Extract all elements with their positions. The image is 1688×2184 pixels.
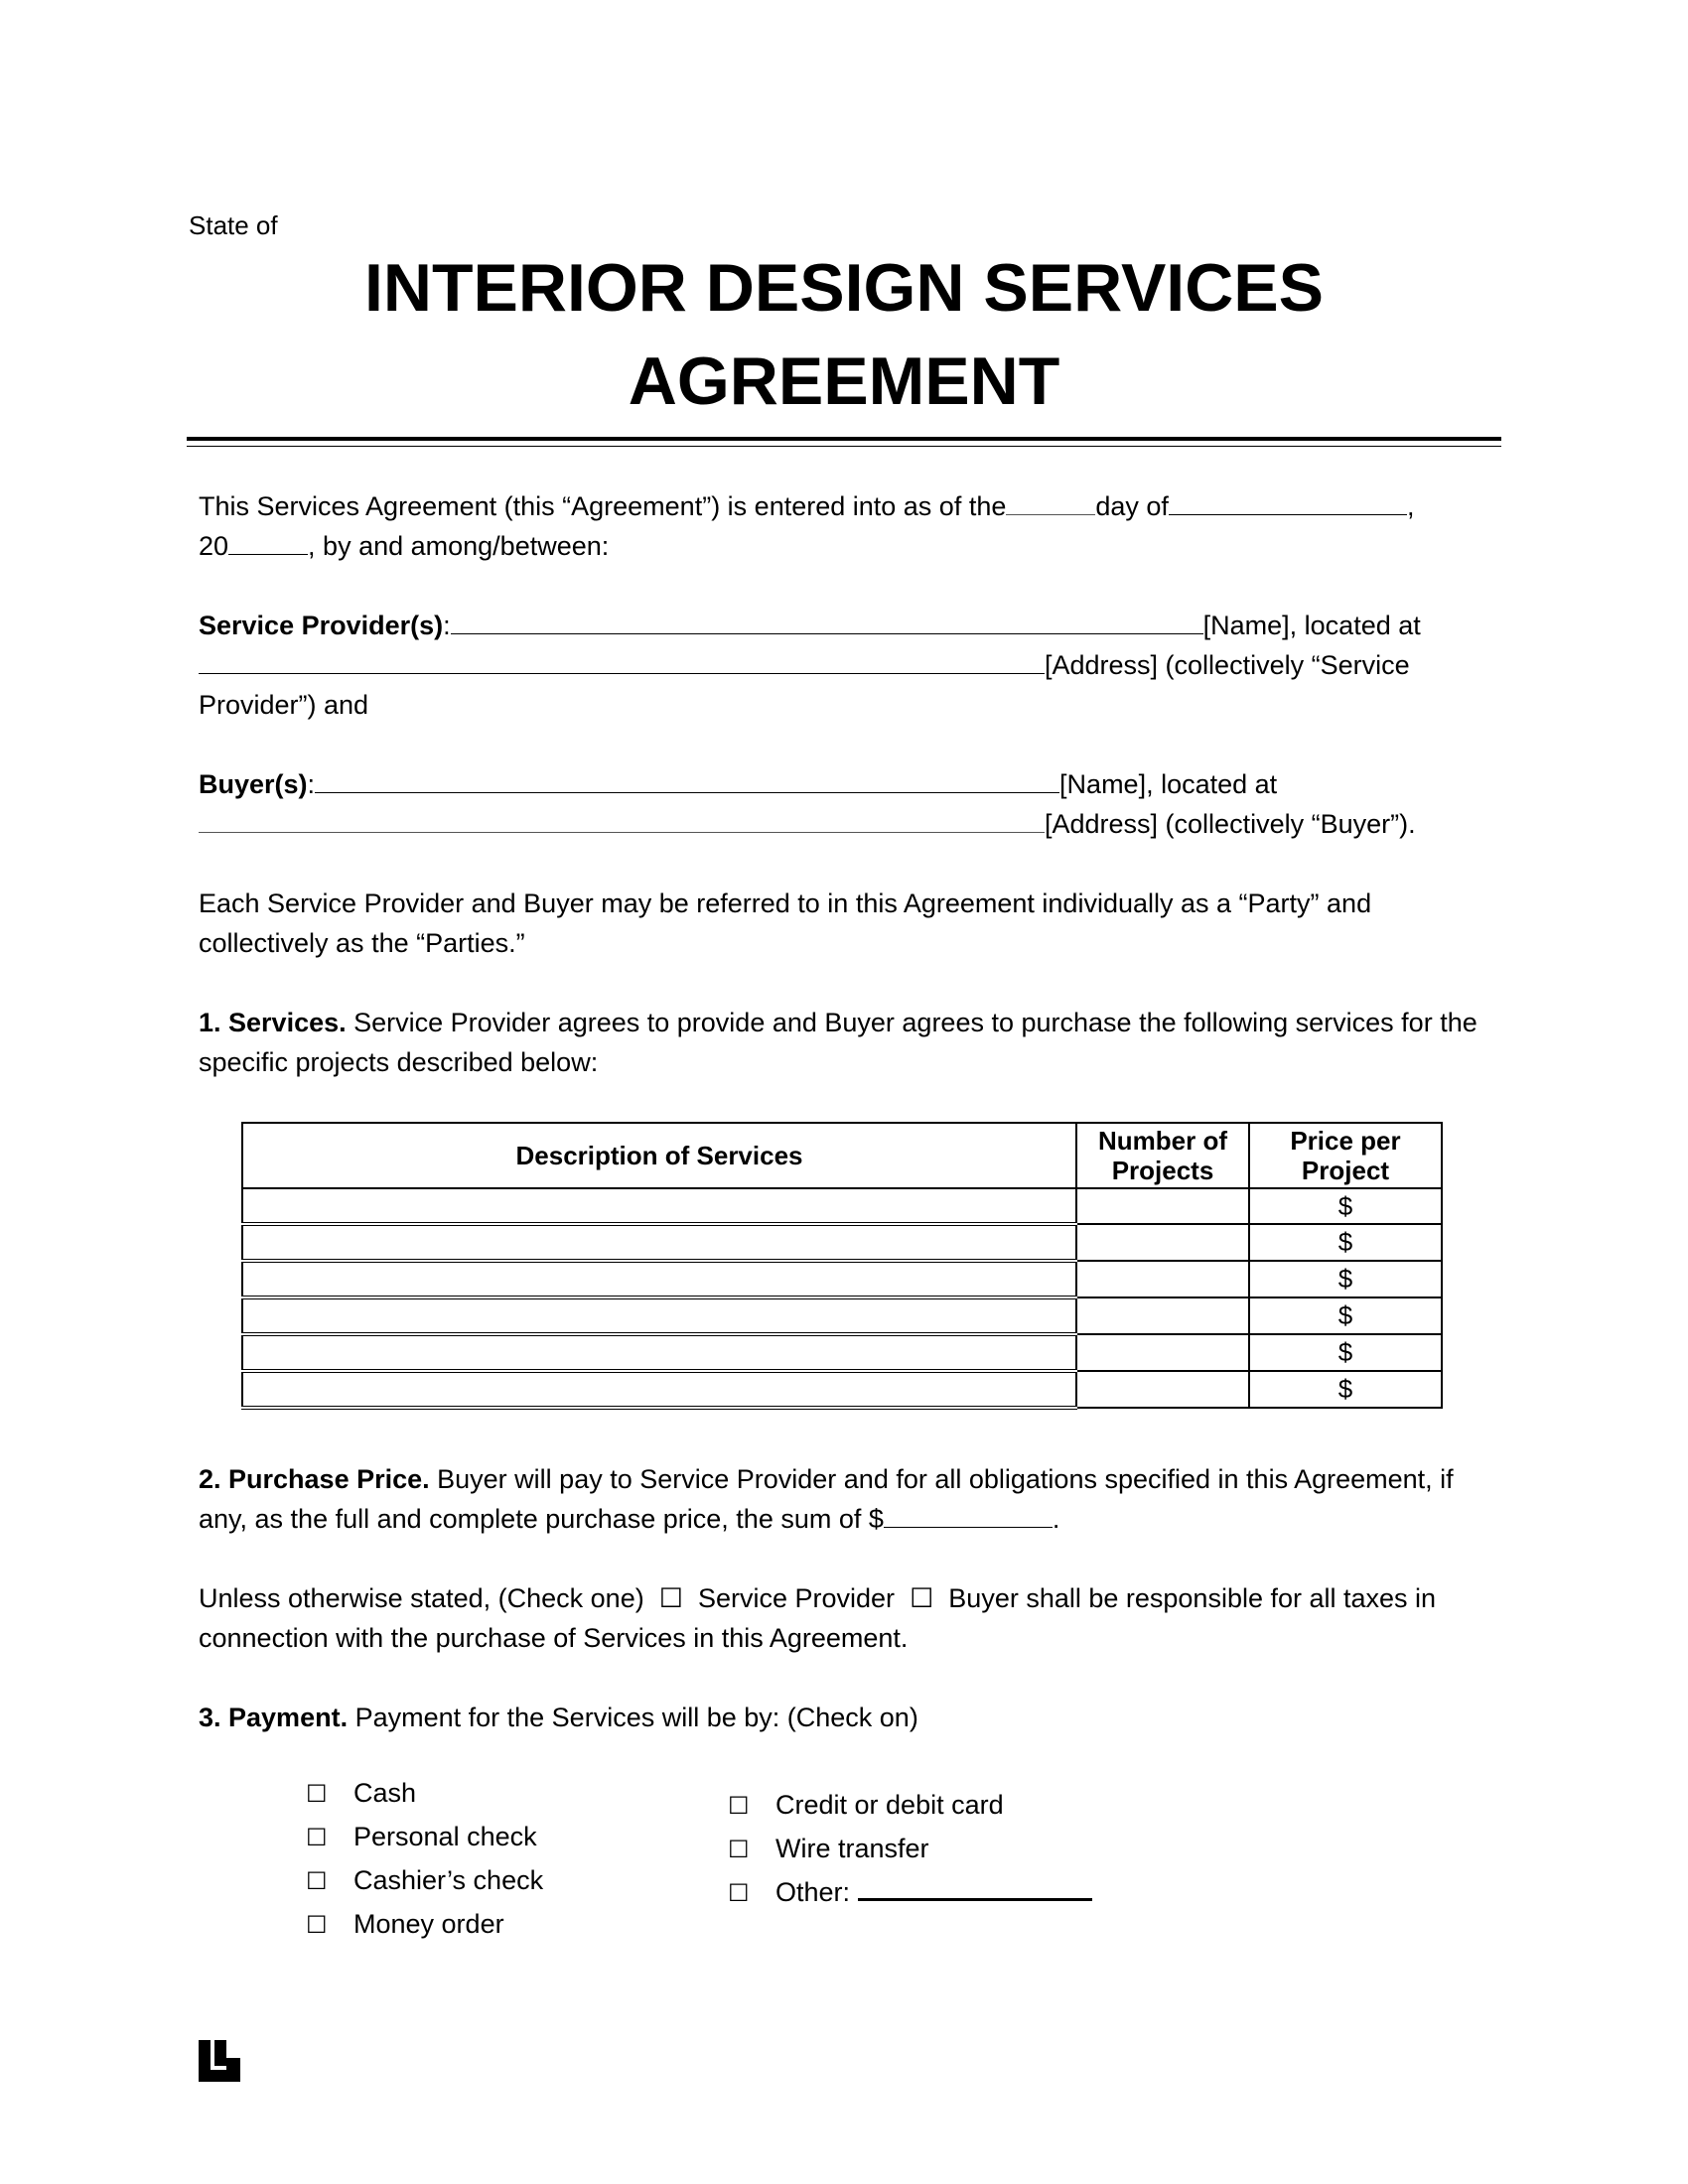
section-purchase-price-heading: 2. Purchase Price. <box>199 1464 430 1494</box>
price-cell[interactable]: $ <box>1249 1188 1442 1224</box>
purchase-price-blank[interactable] <box>884 1501 1053 1528</box>
state-label: State of <box>189 210 278 240</box>
table-row <box>242 1297 1442 1334</box>
buyer-name-blank[interactable] <box>315 766 1059 793</box>
header-price-per-project: Price per Project <box>1249 1123 1442 1188</box>
intro-text-3: , <box>1406 491 1415 521</box>
service-provider-colon: : <box>443 611 451 640</box>
count-cell[interactable] <box>1076 1334 1249 1371</box>
payment-option-label: Cash <box>353 1778 417 1808</box>
payment-option-money-order[interactable] <box>306 1903 543 1947</box>
taxes-paragraph <box>199 1578 1479 1658</box>
section-payment-text: Payment for the Services will be by: (Check on) <box>348 1703 918 1732</box>
section-purchase-price <box>199 1459 1479 1539</box>
document-title-line1: INTERIOR DESIGN SERVICES <box>363 250 1325 326</box>
buyer-address-blank[interactable] <box>199 806 1045 833</box>
month-blank[interactable] <box>1169 488 1407 515</box>
count-cell[interactable] <box>1076 1188 1249 1224</box>
table-row <box>242 1188 1442 1224</box>
payment-option-label: Wire transfer <box>775 1834 929 1863</box>
taxes-text-1: Unless otherwise stated, (Check one) <box>199 1583 644 1613</box>
table-row <box>242 1371 1442 1408</box>
table-row <box>242 1334 1442 1371</box>
intro-text-2: day of <box>1095 491 1169 521</box>
payment-option-wire-transfer[interactable] <box>728 1828 1092 1871</box>
service-provider-tail: Provider”) and <box>199 690 369 720</box>
payment-option-personal-check[interactable] <box>306 1816 543 1859</box>
payment-option-cash[interactable] <box>306 1772 543 1816</box>
year-blank[interactable] <box>228 528 308 555</box>
payment-option-label: Credit or debit card <box>775 1790 1004 1820</box>
taxes-option-service-provider: Service Provider <box>697 1583 896 1613</box>
other-payment-blank[interactable] <box>858 1872 1092 1901</box>
count-cell[interactable] <box>1076 1261 1249 1297</box>
title-rule-thin <box>187 446 1501 447</box>
checkbox[interactable]: ☐ <box>306 1912 328 1939</box>
document-title-line2: AGREEMENT <box>628 343 1060 419</box>
payment-option-cashiers-check[interactable] <box>306 1859 543 1903</box>
section-payment-heading: 3. Payment. <box>199 1703 349 1732</box>
checkbox[interactable]: ☐ <box>728 1793 750 1820</box>
checkbox[interactable]: ☐ <box>306 1825 328 1851</box>
checkbox[interactable]: ☐ <box>728 1837 750 1863</box>
day-blank[interactable] <box>1006 488 1095 515</box>
section-payment <box>199 1698 1479 1737</box>
checkbox[interactable]: ☐ <box>306 1781 328 1808</box>
payment-options-right <box>728 1784 1092 1915</box>
title-rule-thick <box>187 437 1501 441</box>
count-cell[interactable] <box>1076 1224 1249 1261</box>
service-provider-address-suffix: [Address] (collectively “Service <box>1045 650 1410 680</box>
price-cell[interactable]: $ <box>1249 1297 1442 1334</box>
price-cell[interactable]: $ <box>1249 1224 1442 1261</box>
service-provider-address-blank[interactable] <box>199 647 1045 674</box>
table-row <box>242 1224 1442 1261</box>
taxes-option-buyer: Buyer shall be responsible for all taxes in connection with the purchase of Services in this Agreement. <box>199 1583 1437 1653</box>
checkbox[interactable]: ☐ <box>306 1868 328 1895</box>
buyer-colon: : <box>307 769 316 799</box>
buyer-label: Buyer(s) <box>199 769 308 799</box>
description-cell[interactable] <box>242 1334 1076 1371</box>
payment-option-label: Personal check <box>353 1822 537 1851</box>
intro-text-1: This Services Agreement (this “Agreement”) is entered into as of the <box>199 491 1007 521</box>
table-header-row <box>242 1123 1442 1188</box>
price-cell[interactable]: $ <box>1249 1371 1442 1408</box>
purchase-price-end: . <box>1052 1504 1060 1534</box>
service-provider-name-suffix: [Name], located at <box>1202 611 1421 640</box>
description-cell[interactable] <box>242 1224 1076 1261</box>
service-provider-name-blank[interactable] <box>451 608 1203 634</box>
price-cell[interactable]: $ <box>1249 1261 1442 1297</box>
payment-options-left <box>306 1772 543 1947</box>
table-row <box>242 1261 1442 1297</box>
checkbox-buyer[interactable]: ☐ <box>910 1583 934 1613</box>
buyer-address-suffix: [Address] (collectively “Buyer”). <box>1045 809 1416 839</box>
description-cell[interactable] <box>242 1371 1076 1408</box>
buyer-name-suffix: [Name], located at <box>1059 769 1278 799</box>
parties-paragraph: Each Service Provider and Buyer may be referred to in this Agreement individually as a “Party” and collectively as the “Parties.” <box>199 888 1372 958</box>
service-provider-block <box>199 606 1479 725</box>
section-services-heading: 1. Services. <box>199 1008 347 1037</box>
services-table <box>241 1122 1443 1410</box>
payment-option-label: Other: <box>775 1877 858 1907</box>
price-cell[interactable]: $ <box>1249 1334 1442 1371</box>
description-cell[interactable] <box>242 1261 1076 1297</box>
count-cell[interactable] <box>1076 1371 1249 1408</box>
intro-paragraph <box>199 486 1479 566</box>
description-cell[interactable] <box>242 1188 1076 1224</box>
checkbox[interactable]: ☐ <box>728 1880 750 1907</box>
payment-option-label: Cashier’s check <box>353 1865 544 1895</box>
header-description: Description of Services <box>242 1123 1076 1188</box>
section-services <box>199 1003 1479 1082</box>
description-cell[interactable] <box>242 1297 1076 1334</box>
service-provider-label: Service Provider(s) <box>199 611 444 640</box>
payment-option-other[interactable] <box>728 1871 1092 1915</box>
section-purchase-price-text: Buyer will pay to Service Provider and for all obligations specified in this Agreement, if any, as the full and complete purchase price, the sum of $ <box>199 1464 1454 1534</box>
intro-text-5: , by and among/between: <box>308 531 610 561</box>
payment-option-card[interactable] <box>728 1784 1092 1828</box>
count-cell[interactable] <box>1076 1297 1249 1334</box>
payment-option-label: Money order <box>353 1909 504 1939</box>
header-number-of-projects: Number of Projects <box>1076 1123 1249 1188</box>
intro-text-4: 20 <box>199 531 229 561</box>
checkbox-service-provider[interactable]: ☐ <box>658 1583 683 1613</box>
buyer-block <box>199 764 1479 844</box>
brand-logo-icon <box>199 2040 240 2082</box>
section-services-text: Service Provider agrees to provide and Buyer agrees to purchase the following services for the specific projects described below: <box>199 1008 1477 1077</box>
